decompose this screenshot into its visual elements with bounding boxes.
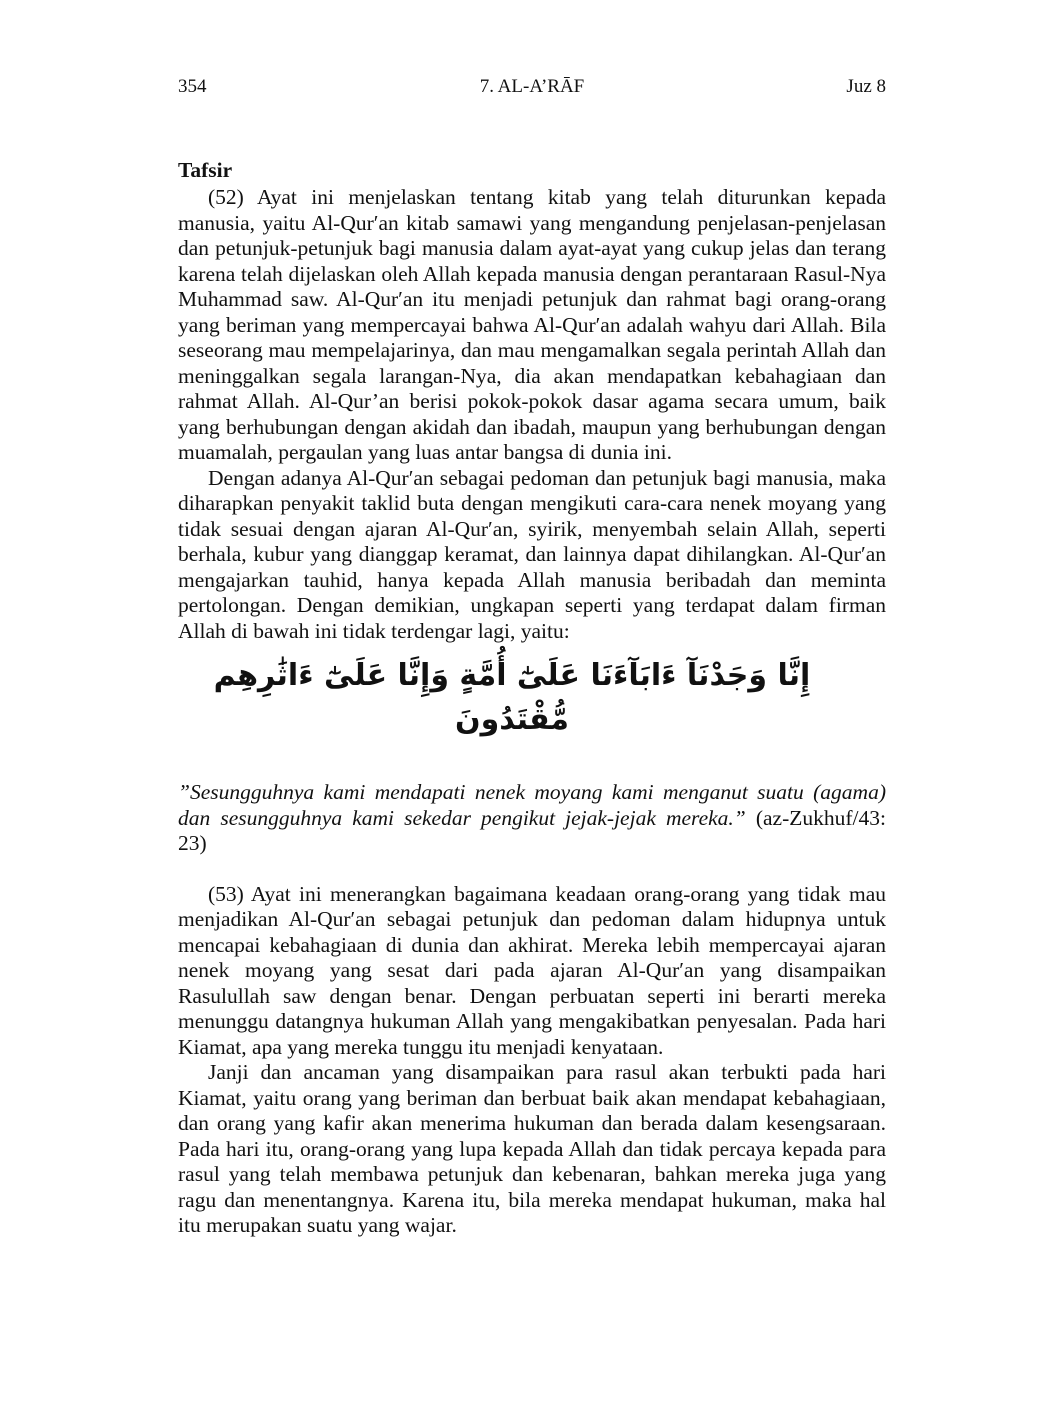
tafsir-body xyxy=(178,155,886,1239)
paragraph-53-continued: Janji dan ancaman yang disampaikan para rasul akan terbukti pada hari Kiamat, yaitu orang yang beriman dan berbuat baik akan mendapat kebahagiaan, dan orang yang kafir akan menerima hukuman dan berada dalam kesengsaraan. Pada hari itu, orang-orang yang lupa kepada Allah dan tidak percaya kepada para rasul yang telah membawa petunjuk dan kebenaran, bahkan mereka juga yang ragu dan menentangnya. Karena itu, bila mereka mendapat hukuman, maka hal itu merupakan suatu yang wajar. xyxy=(178,1060,886,1237)
verse-translation xyxy=(178,780,886,857)
section-heading: Tafsir xyxy=(178,158,233,182)
paragraph-53: (53) Ayat ini menerangkan bagaimana keadaan orang-orang yang tidak mau menjadikan Al-Qur′an sebagai petunjuk dan pedoman dalam hidupnya untuk mencapai kebahagiaan di dunia dan akhirat. Mereka lebih mempercayai ajaran nenek moyang yang sesat dari pada ajaran Al-Qur′an yang disampaikan Rasulullah saw dengan benar. Dengan perbuatan seperti ini berarti mereka menunggu datangnya hukuman Allah yang mengakibatkan penyesalan. Pada hari Kiamat, apa yang mereka tunggu itu menjadi kenyataan. xyxy=(178,881,886,1059)
paragraph-52-continued: Dengan adanya Al-Qur′an sebagai pedoman dan petunjuk bagi manusia, maka diharapkan penyakit taklid buta dengan mengikuti cara-cara nenek moyang yang tidak sesuai dengan ajaran Al-Qur′an, syirik, menyembah selain Allah, seperti berhala, kubur yang dianggap keramat, dan lainnya dapat dihilangkan. Al-Qur′an mengajarkan tauhid, hanya kepada Allah manusia beribadah dan meminta pertolongan. Dengan demikian, ungkapan seperti yang terdapat dalam firman Allah di bawah ini tidak terdengar lagi, yaitu: xyxy=(178,465,886,643)
section-spacer xyxy=(178,857,886,882)
page-number: 354 xyxy=(178,76,207,97)
verse-reference: (az-Zukhuf/43: 23) xyxy=(178,805,886,855)
quran-verse-arabic: إِنَّا وَجَدْنَآ ءَابَآءَنَا عَلَىٰٓ أُمَّةٍ وَإِنَّا عَلَىٰٓ ءَاثَٰرِهِم مُّقْتَدُونَ xyxy=(213,658,811,737)
chapter-title: 7. AL-A’RĀF xyxy=(479,76,585,97)
juz-label: Juz 8 xyxy=(846,76,886,97)
translation-text: ”Sesungguhnya kami mendapati nenek moyang kami menganut suatu (agama) dan sesungguhnya kami sekedar pengikut jejak-jejak mereka.” xyxy=(178,780,886,830)
paragraph-52: (52) Ayat ini menjelaskan tentang kitab yang telah diturunkan kepada manusia, yaitu Al-Qur′an kitab samawi yang mengandung penjelasan-penjelasan dan petunjuk-petunjuk bagi manusia dalam ayat-ayat yang cukup jelas dan terang karena telah dijelaskan oleh Allah kepada manusia dengan perantaraan Rasul-Nya Muhammad saw. Al-Qur′an itu menjadi petunjuk dan rahmat bagi orang-orang yang beriman yang mempercayai bahwa Al-Qur′an adalah wahyu dari Allah. Bila seseorang mau mempelajarinya, dan mau mengamalkan segala perintah Allah dan meninggalkan segala larangan-Nya, dia akan mendapatkan kebahagiaan dan rahmat Allah. Al-Qur’an berisi pokok-pokok dasar agama secara umum, baik yang berhubungan dengan akidah dan ibadah, maupun yang berhubungan dengan muamalah, pergaulan yang luas antar bangsa di dunia ini. xyxy=(178,185,886,464)
page-header xyxy=(178,76,886,106)
